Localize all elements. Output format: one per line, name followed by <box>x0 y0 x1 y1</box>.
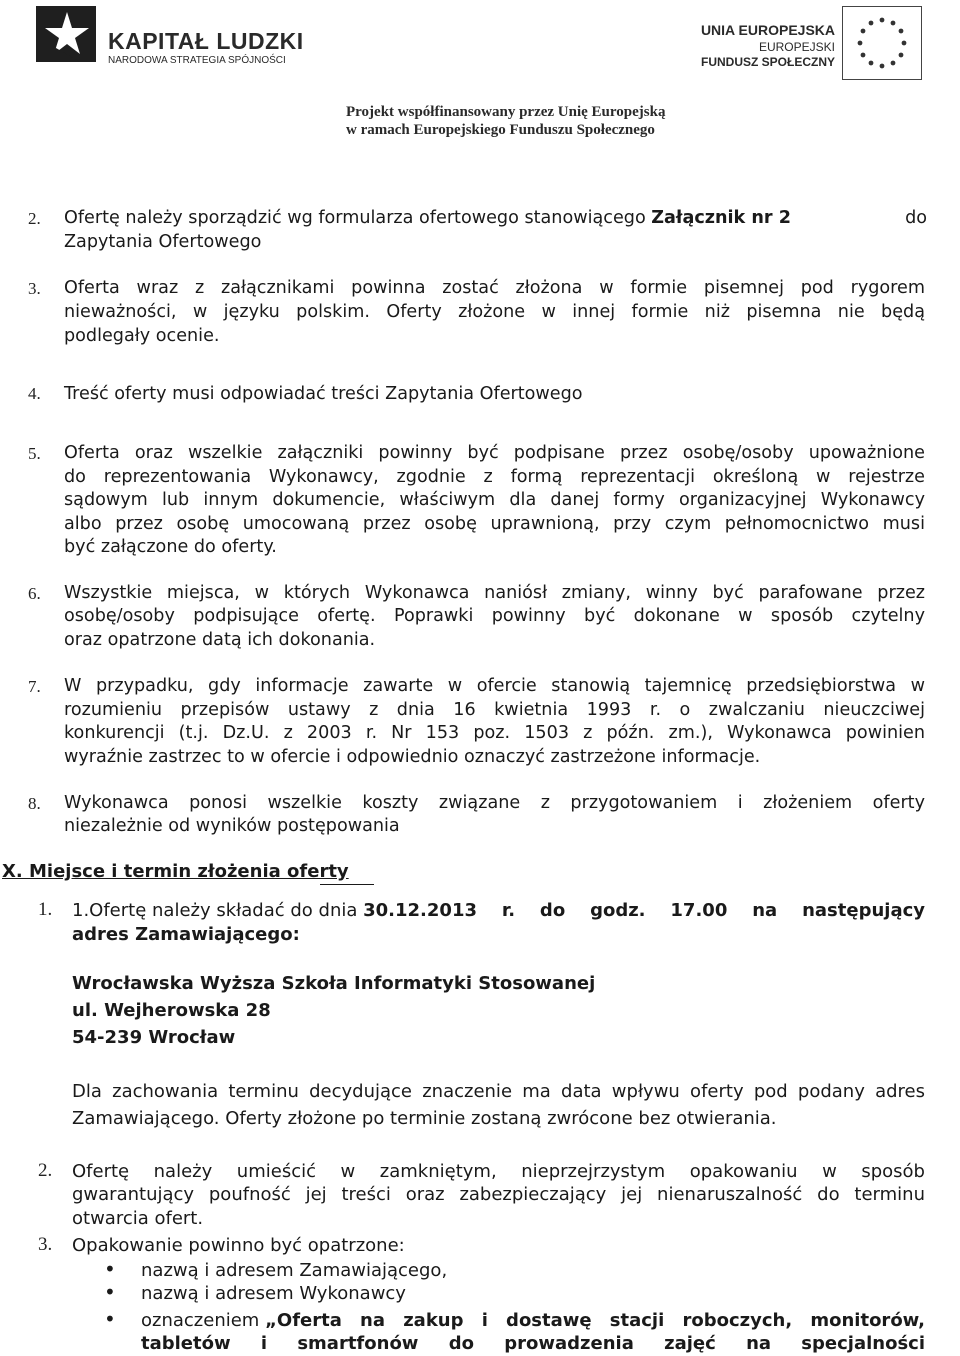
project-line2: w ramach Europejskiego Funduszu Społecznego <box>346 122 655 138</box>
item-line: 1.Ofertę należy składać do dnia 30.12.2013 r. do godz. 17.00 na następujący <box>72 900 925 921</box>
note-line: Zamawiającego. Oferty złożone po terminie zostaną zwrócone bez otwierania. <box>72 1108 777 1129</box>
item-line: Oferta oraz wszelkie załączniki powinny być podpisane przez osobę/osoby upoważnione <box>64 443 925 463</box>
eu-line3: FUNDUSZ SPOŁECZNY <box>700 55 835 69</box>
item-line: otwarcia ofert. <box>72 1208 204 1229</box>
eu-flag-icon <box>842 6 922 80</box>
bullet-icon: • <box>104 1257 116 1281</box>
bullet-icon: • <box>104 1280 116 1304</box>
item-number: 3. <box>38 1234 53 1255</box>
item-line: oraz opatrzone datą ich dokonania. <box>64 630 376 650</box>
kl-title: KAPITAŁ LUDZKI <box>108 28 304 54</box>
item-line: Oferta wraz z załącznikami powinna zostać złożona w formie pisemnej pod rygorem <box>64 278 925 298</box>
project-line1: Projekt współfinansowany przez Unię Europejską <box>346 104 666 120</box>
item-number: 3. <box>28 279 41 298</box>
item-line: podlegały ocenie. <box>64 326 220 346</box>
bullet-item: nazwą i adresem Zamawiającego, <box>141 1260 448 1281</box>
item-number: 2. <box>38 1160 53 1181</box>
address-line: ul. Wejherowska 28 <box>72 1000 271 1021</box>
star-logo-icon <box>36 6 98 62</box>
item-line: albo przez osobę umocowaną przez osobę uprawnioną, przy czym pełnomocnictwo musi <box>64 514 925 534</box>
item-line: niezależnie od wyników postępowania <box>64 816 400 836</box>
item-line: Ofertę należy umieścić w zamkniętym, nieprzejrzystym opakowaniu w sposób <box>72 1161 925 1182</box>
item-number: 1. <box>38 899 53 920</box>
bullet-item: oznaczeniem „Oferta na zakup i dostawę stacji roboczych, monitorów, <box>141 1310 925 1331</box>
item-number: 6. <box>28 584 41 603</box>
heading-underline <box>320 884 374 885</box>
item-line: rozumieniu przepisów ustawy z dnia 16 kwietnia 1993 r. o zwalczaniu nieuczciwej <box>64 700 925 720</box>
item-number: 5. <box>28 444 41 463</box>
item-line: adres Zamawiającego: <box>72 924 300 945</box>
item-line: osobę/osoby podpisujące ofertę. Poprawki powinny być dokonane w sposób czytelny <box>64 606 925 626</box>
item-line: gwarantujący poufność jej treści oraz zabezpieczający jej nienaruszalność do terminu <box>72 1184 925 1205</box>
item-line: Wykonawca ponosi wszelkie koszty związane z przygotowaniem i złożeniem oferty <box>64 793 925 813</box>
address-line: 54-239 Wrocław <box>72 1027 236 1048</box>
item-line: Opakowanie powinno być opatrzone: <box>72 1235 405 1256</box>
kl-subtitle: NARODOWA STRATEGIA SPÓJNOŚCI <box>108 55 286 66</box>
item-number: 7. <box>28 677 41 696</box>
bullet-icon: • <box>104 1307 116 1331</box>
bullet-item-continued: tabletów i smartfonów do prowadzenia zajęć na specjalności <box>141 1333 925 1354</box>
item-line: Zapytania Ofertowego <box>64 232 262 252</box>
item-line: nieważności, w języku polskim. Oferty złożone w innej formie niż pisemna nie będą <box>64 302 925 322</box>
address-line: Wrocławska Wyższa Szkoła Informatyki Stosowanej <box>72 973 596 994</box>
item-line: do reprezentowania Wykonawcy, zgodnie z formą reprezentacji określoną w rejestrze <box>64 467 925 487</box>
item-line: Wszystkie miejsca, w których Wykonawca naniósł zmiany, winny być parafowane przez <box>64 583 925 603</box>
item-number: 2. <box>28 209 41 228</box>
eu-line2: EUROPEJSKI <box>758 40 835 54</box>
item-line: Treść oferty musi odpowiadać treści Zapytania Ofertowego <box>64 384 583 404</box>
section-heading: X. Miejsce i termin złożenia oferty <box>2 861 349 882</box>
item-number: 4. <box>28 384 41 403</box>
item-line: być załączone do oferty. <box>64 537 277 557</box>
item-number: 8. <box>28 794 41 813</box>
item-line: konkurencji (t.j. Dz.U. z 2003 r. Nr 153 poz. 1503 z późn. zm.), Wykonawca powinien <box>64 723 925 743</box>
item-line: Ofertę należy sporządzić wg formularza ofertowego stanowiącego Załącznik nr 2 do <box>64 208 927 228</box>
bullet-item: nazwą i adresem Wykonawcy <box>141 1283 406 1304</box>
note-line: Dla zachowania terminu decydujące znaczenie ma data wpływu oferty pod podany adres <box>72 1081 925 1102</box>
item-line: sądowym lub innym dokumencie, właściwym dla danej formy organizacyjnej Wykonawcy <box>64 490 925 510</box>
eu-line1: UNIA EUROPEJSKA <box>700 22 835 38</box>
item-line: wyraźnie zastrzec to w ofercie i odpowiednio oznaczyć zastrzeżone informacje. <box>64 747 761 767</box>
item-line: W przypadku, gdy informacje zawarte w ofercie stanowią tajemnicę przedsiębiorstwa w <box>64 676 925 696</box>
